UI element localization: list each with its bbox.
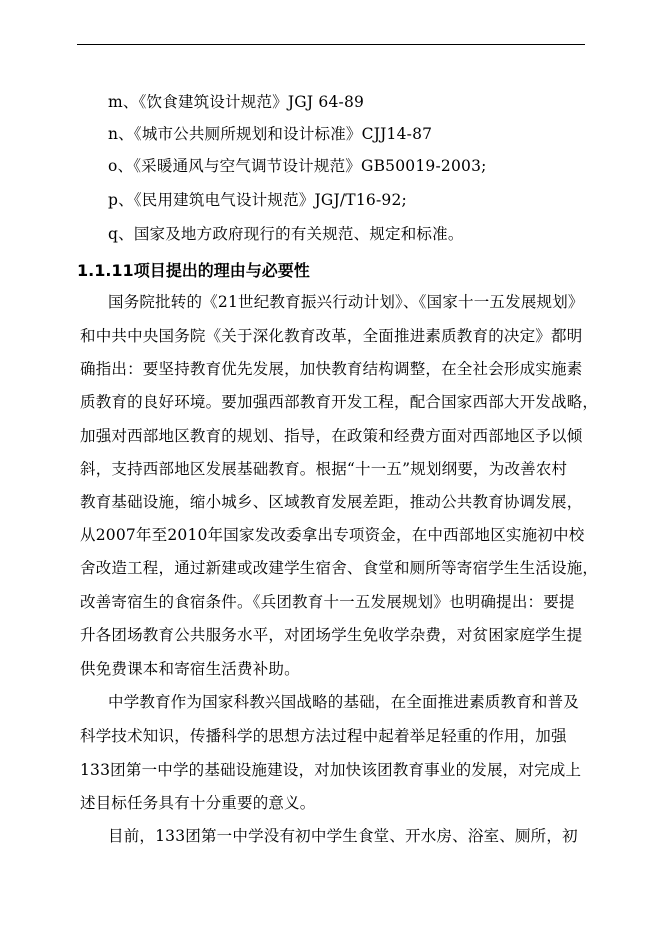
paragraph-line: 科学技术知识，传播科学的思想方法过程中起着举足轻重的作用，加强 — [80, 727, 567, 745]
paragraph-line: 斜，支持西部地区发展基础教育。根据“十一五”规划纲要，为改善农村 — [80, 460, 568, 478]
header-rule — [77, 44, 585, 45]
paragraph-line: 教育基础设施，缩小城乡、区域教育发展差距，推动公共教育协调发展， — [80, 493, 583, 511]
standard-item-q: q、国家及地方政府现行的有关规范、规定和标准。 — [108, 225, 464, 243]
paragraph-line: 从2007年至2010年国家发改委拿出专项资金，在中西部地区实施初中校 — [80, 526, 585, 544]
paragraph-line: 确指出：要坚持教育优先发展，加快教育结构调整，在全社会形成实施素 — [80, 360, 583, 378]
paragraph-line: 舍改造工程，通过新建或改建学生宿舍、食堂和厕所等寄宿学生生活设施， — [80, 559, 599, 577]
paragraph-line: 目前，133团第一中学没有初中学生食堂、开水房、浴室、厕所，初 — [108, 827, 578, 845]
standard-item-o: o、《采暖通风与空气调节设计规范》GB50019-2003; — [108, 157, 487, 175]
paragraph-line: 供免费课本和寄宿生活费补助。 — [80, 660, 300, 678]
standard-item-m: m、《饮食建筑设计规范》JGJ 64-89 — [108, 93, 365, 111]
paragraph-line: 改善寄宿生的食宿条件。《兵团教育十一五发展规划》也明确提出：要提 — [80, 593, 575, 611]
paragraph-line: 升各团场教育公共服务水平，对团场学生免收学杂费，对贫困家庭学生提 — [80, 626, 583, 644]
paragraph-line: 和中共中央国务院《关于深化教育改革，全面推进素质教育的决定》都明 — [80, 327, 583, 345]
paragraph-line: 国务院批转的《21世纪教育振兴行动计划》、《国家十一五发展规划》 — [108, 293, 584, 311]
paragraph-line: 中学教育作为国家科教兴国战略的基础，在全面推进素质教育和普及 — [108, 693, 580, 711]
paragraph-line: 133团第一中学的基础设施建设，对加快该团教育事业的发展，对完成上 — [80, 761, 582, 779]
paragraph-line: 加强对西部地区教育的规划、指导，在政策和经费方面对西部地区予以倾 — [80, 427, 583, 445]
paragraph-line: 质教育的良好环境。要加强西部教育开发工程，配合国家西部大开发战略， — [80, 393, 599, 411]
standard-item-n: n、《城市公共厕所规划和设计标准》CJJ14-87 — [108, 125, 433, 143]
section-heading: 1.1.11项目提出的理由与必要性 — [77, 261, 310, 280]
paragraph-line: 述目标任务具有十分重要的意义。 — [80, 794, 316, 812]
standard-item-p: p、《民用建筑电气设计规范》JGJ/T16-92; — [108, 191, 407, 209]
